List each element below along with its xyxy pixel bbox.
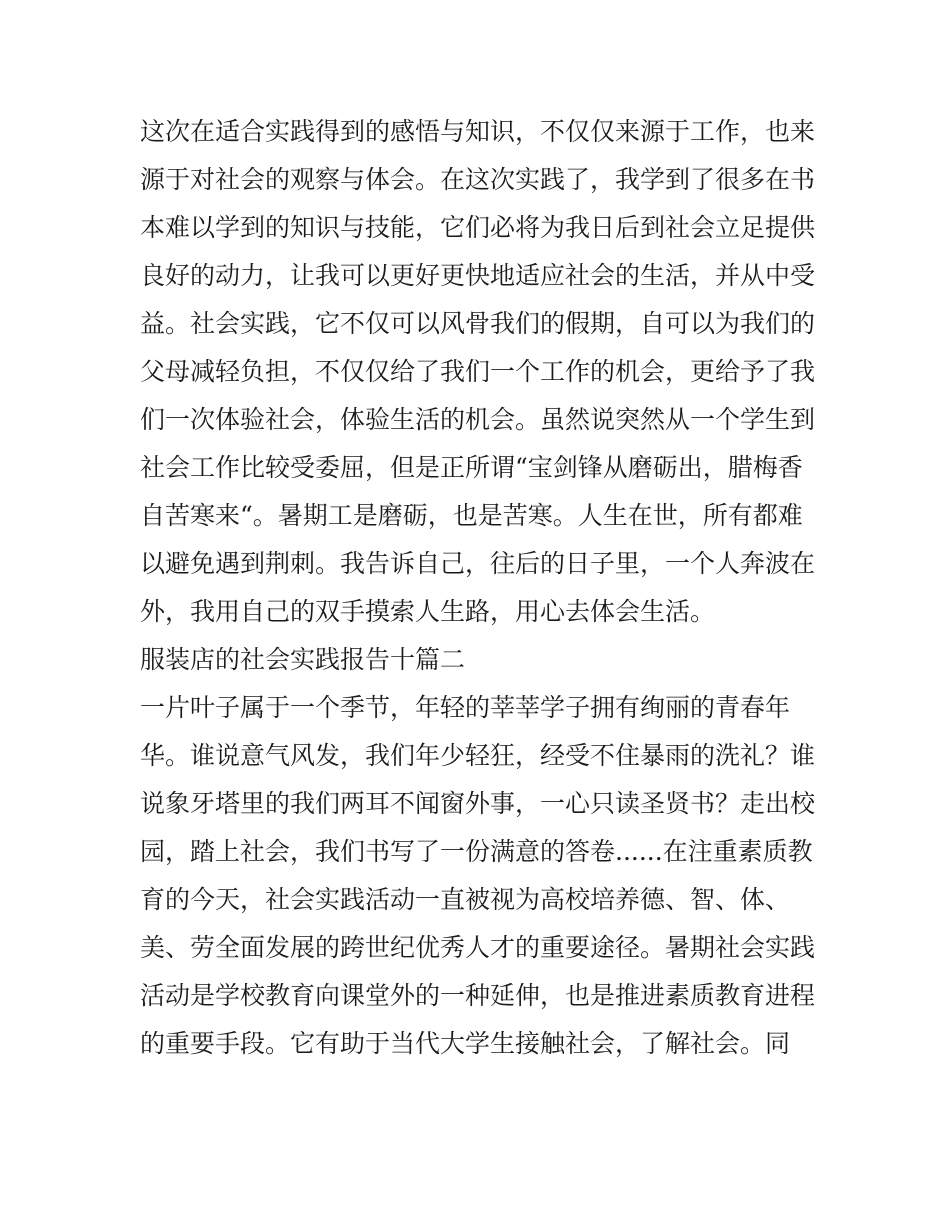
text-line: 源于对社会的观察与体会。在这次实践了，我学到了很多在书 (140, 165, 816, 194)
text-line: 华。谁说意气风发，我们年少轻狂，经受不住暴雨的洗礼？谁 (140, 741, 816, 770)
text-line: 外，我用自己的双手摸索人生路，用心去体会生活。 (140, 597, 716, 626)
text-line: 良好的动力，让我可以更好更快地适应社会的生活，并从中受 (140, 261, 816, 290)
text-line: 的重要手段。它有助于当代大学生接触社会，了解社会。同 (140, 1029, 791, 1058)
text-line: 活动是学校教育向课堂外的一种延伸，也是推进素质教育进程 (140, 981, 816, 1010)
text-line: 一片叶子属于一个季节，年轻的莘莘学子拥有绚丽的青春年 (140, 693, 791, 722)
text-line: 说象牙塔里的我们两耳不闻窗外事，一心只读圣贤书？走出校 (140, 789, 816, 818)
text-line: 益。社会实践，它不仅可以风骨我们的假期，自可以为我们的 (140, 309, 816, 338)
section-heading: 服装店的社会实践报告十篇二 (140, 645, 466, 674)
body-text (140, 108, 820, 1068)
text-line: 美、劳全面发展的跨世纪优秀人才的重要途径。暑期社会实践 (140, 933, 816, 962)
text-line: 自苦寒来“。暑期工是磨砺，也是苦寒。人生在世，所有都难 (140, 501, 803, 530)
text-line: 社会工作比较受委屈，但是正所谓“宝剑锋从磨砺出，腊梅香 (140, 453, 803, 482)
text-line: 园，踏上社会，我们书写了一份满意的答卷......在注重素质教 (140, 837, 813, 866)
text-line: 父母减轻负担，不仅仅给了我们一个工作的机会，更给予了我 (140, 357, 816, 386)
text-line: 育的今天，社会实践活动一直被视为高校培养德、智、体、 (140, 885, 791, 914)
text-line: 们一次体验社会，体验生活的机会。虽然说突然从一个学生到 (140, 405, 816, 434)
text-line: 这次在适合实践得到的感悟与知识，不仅仅来源于工作，也来 (140, 117, 816, 146)
text-line: 本难以学到的知识与技能，它们必将为我日后到社会立足提供 (140, 213, 816, 242)
text-line: 以避免遇到荆刺。我告诉自己，往后的日子里，一个人奔波在 (140, 549, 816, 578)
